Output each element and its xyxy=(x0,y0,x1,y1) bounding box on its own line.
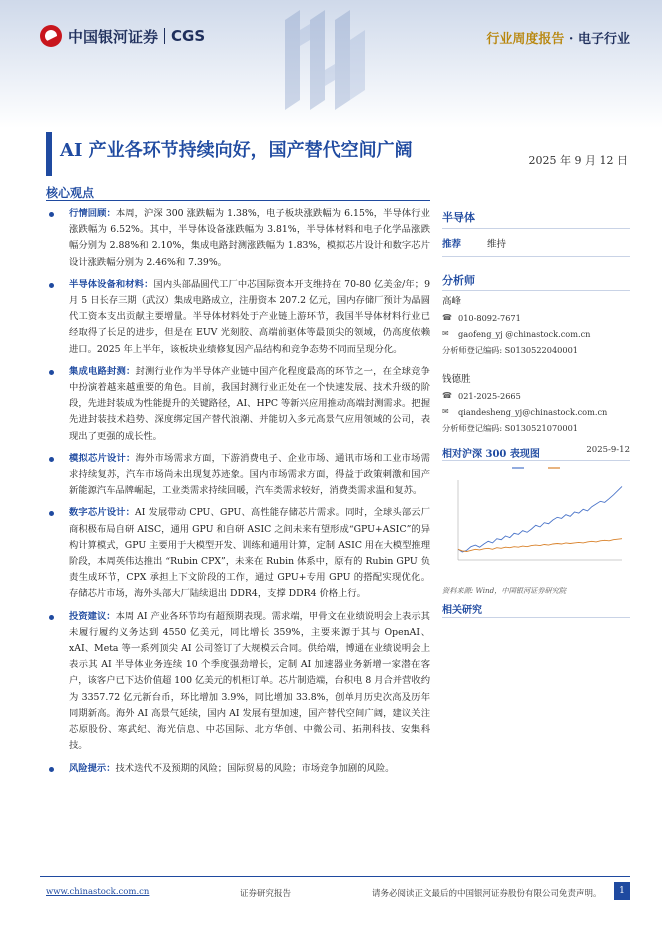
analyst-rule xyxy=(442,290,630,291)
rating-rule xyxy=(442,256,630,257)
bullet-dot xyxy=(49,457,54,462)
analyst-phone: 021-2025-2665 xyxy=(458,391,521,401)
analyst-phone-row xyxy=(442,310,632,326)
bullet-dot xyxy=(49,615,54,620)
report-type xyxy=(486,28,630,47)
analyst-card-2 xyxy=(442,372,632,436)
header-banner xyxy=(0,0,662,128)
core-view-heading: 核心观点 xyxy=(46,186,95,200)
bullet-lead: 模拟芯片设计： xyxy=(69,452,136,464)
related-rule xyxy=(442,617,630,618)
core-view-list xyxy=(44,206,430,783)
brand-name-en: CGS xyxy=(171,27,206,45)
bullet-dot xyxy=(49,511,54,516)
footer-doc-type: 证券研究报告 xyxy=(240,889,292,899)
rating-label: 推荐 xyxy=(442,239,462,250)
bullet-text: 封测行业作为半导体产业链中国产化程度最高的环节之一，在全球竞争中扮演着越来越重要的角色。目前，我国封测行业正处在一个快速发展、技术升级的阶段，先进封装成为性能提升的关键路径，AI、HPC 等新兴应用推动高端封测需求。把握先进封装技术趋势、深度绑定国产替代浪潮、并能切入多元高景气应用领域的公司，表现出了更强的成长性。 xyxy=(69,365,430,442)
page-number: 1 xyxy=(614,882,630,900)
perf-heading-row xyxy=(442,445,630,460)
email-icon: ✉ xyxy=(442,407,449,416)
analyst-email[interactable]: qiandesheng_yj@chinastock.com.cn xyxy=(458,407,608,417)
analyst-phone-row xyxy=(442,388,632,404)
bullet-lead: 行情回顾： xyxy=(69,208,116,219)
core-view-rule xyxy=(46,200,430,201)
brand-watermark-art xyxy=(280,10,370,110)
bullet-dot xyxy=(49,370,54,375)
analyst-email-row xyxy=(442,404,632,420)
phone-icon: ☎ xyxy=(442,313,452,322)
analyst-heading: 分析师 xyxy=(442,274,475,287)
brand-logo xyxy=(40,25,205,47)
footer-disclaimer: 请务必阅读正文最后的中国银河证券股份有限公司免责声明。 xyxy=(372,889,602,899)
bullet-analog-design xyxy=(44,451,430,500)
bullet-equipment-materials xyxy=(44,277,430,358)
footer-url[interactable]: www.chinastock.com.cn xyxy=(46,887,150,897)
analyst-cert: 分析师登记编码: S0130522040001 xyxy=(442,345,579,355)
bullet-dot xyxy=(49,283,54,288)
analyst-cert: 分析师登记编码: S0130521070001 xyxy=(442,423,579,433)
analyst-email-row xyxy=(442,326,632,342)
bullet-dot xyxy=(49,212,54,217)
bullet-text: AI 发展带动 CPU、GPU、高性能存储芯片需求。同时，全球头部云厂商积极布局自研 AISC，通用 GPU 和自研 ASIC 之间未来有望形成“GPU+ASIC”的异构计算模式，GPU 主要用于大模型开发、训练和通用计算，定制 ASIC 用在大模型推理阶段，本周英伟达推出 “Rubin CPX”，未来在 Rubin 体系中，原有的 Rubin GPU 负责生成环节，CPX 承担上下文阶段的工作，通过 GPU+专用 GPU 的搭配实现优化。存储芯片市场，海外头部大厂陆续退出 DDR4，支撑 DDR4 价格上行。 xyxy=(69,507,430,600)
analyst-card-1 xyxy=(442,294,632,358)
perf-rule xyxy=(442,460,630,461)
brand-name-cn: 中国银河证券 xyxy=(68,27,159,46)
title-accent-bar xyxy=(46,132,52,176)
bullet-lead: 风险提示： xyxy=(69,762,116,774)
bullet-text: 本周，沪深 300 涨跌幅为 1.38%，电子板块涨跌幅为 6.15%，半导体行业涨跌幅为 6.52%。其中，半导体设备涨跌幅为 3.81%，半导体材料和电子化学品涨跌幅分别为 2.88%和 2.10%，集成电路封测涨跌幅为 1.83%，模拟芯片设计和数字芯片设计涨跌幅分别为 2.46%和 7.39%。 xyxy=(69,208,430,268)
bullet-investment-advice xyxy=(44,609,430,755)
industry-label: 半导体 xyxy=(442,211,475,224)
perf-date: 2025-9-12 xyxy=(586,445,630,455)
report-type-label: 行业周度报告 xyxy=(486,32,565,47)
rating-row xyxy=(442,236,506,250)
report-type-sep: · xyxy=(568,32,578,47)
rating-value: 维持 xyxy=(487,239,507,250)
bullet-risk-warning xyxy=(44,761,430,777)
analyst-name: 高峰 xyxy=(442,296,462,307)
cgs-logo-icon xyxy=(40,25,62,47)
analyst-email[interactable]: gaofeng_yj @chinastock.com.cn xyxy=(458,329,591,339)
chart-series-line-0 xyxy=(458,486,622,552)
bullet-lead: 投资建议： xyxy=(69,610,116,622)
bullet-digital-design xyxy=(44,505,430,602)
perf-chart xyxy=(442,462,632,582)
bullet-lead: 数字芯片设计： xyxy=(69,507,136,519)
analyst-name: 钱德胜 xyxy=(442,374,471,385)
email-icon: ✉ xyxy=(442,329,449,338)
bullet-market-review xyxy=(44,206,430,271)
bullet-dot xyxy=(49,767,54,772)
chart-source: 资料来源: Wind，中国银河证券研究院 xyxy=(442,586,567,595)
analyst-phone: 010-8092-7671 xyxy=(458,313,521,323)
report-sector: 电子行业 xyxy=(577,32,630,47)
bullet-packaging-testing xyxy=(44,364,430,445)
page-title: AI 产业各环节持续向好，国产替代空间广阔 xyxy=(60,140,413,161)
logo-divider xyxy=(164,28,165,44)
phone-icon: ☎ xyxy=(442,391,452,400)
industry-rule xyxy=(442,228,630,229)
bullet-text: 本周 AI 产业各环节均有超预期表现。需求端，甲骨文在业绩说明会上表示其未履行履约义务达到 4550 亿美元，同比增长 359%，主要来源于其与 OpenAI、xAI、Meta 等一系列顶尖 AI 公司签订了大规模云合同。供给端，博通在业绩说明会上表示其 AI 半导体业务连续 10 个季度强劲增长，定制 AI 加速器业务新增一家潜在客户，该客户已下达价值超 100 亿美元的机柜订单。芯片制造端，台积电 8 月合并营收约为 3357.72 亿元新台币，环比增加 3.9%，同比增加 33.8%，创单月历史次高及历年同期新高。海外 AI 高景气延续，国内 AI 发展有望加速，国产替代空间广阔，建议关注芯原股份、寒武纪、海光信息、中芯国际、北方华创、中微公司、拓荆科技、安集科技。 xyxy=(69,610,430,752)
bullet-text: 国内头部晶圆代工厂中芯国际资本开支维持在 70-80 亿美金/年；9 月 5 日长存三期（武汉）集成电路成立，注册资本 207.2 亿元，国内存储厂预计为晶圆代工资本支出贡献主要增量。半导体材料处于产业链上游环节，我国半导体材料行业已经取得了长足的进步，但是在 EUV 光刻胶、高端前驱体等最顶尖的领域，仍高度依赖进口。2025 年上半年，该板块业绩修复因产品结构和竞争态势不同而呈现分化。 xyxy=(69,278,430,355)
bullet-text: 技术迭代不及预期的风险；国际贸易的风险；市场竞争加剧的风险。 xyxy=(115,762,395,774)
related-heading: 相关研究 xyxy=(442,605,482,616)
perf-heading: 相对沪深 300 表现图 xyxy=(442,449,540,460)
bullet-lead: 半导体设备和材料： xyxy=(69,278,154,290)
bullet-lead: 集成电路封测： xyxy=(69,365,136,377)
bullet-text: 海外市场需求方面，下游消费电子、企业市场、通讯市场和工业市场需求持续复苏，汽车市场尚未出现复苏迹象。国内市场需求方面，得益于政策刺激和国产新能源汽车品牌崛起，工业类需求持续回暖，汽车类需求较好，消费类需求温和复苏。 xyxy=(69,452,430,497)
footer-rule xyxy=(40,876,630,877)
report-date: 2025 年 9 月 12 日 xyxy=(528,154,628,167)
